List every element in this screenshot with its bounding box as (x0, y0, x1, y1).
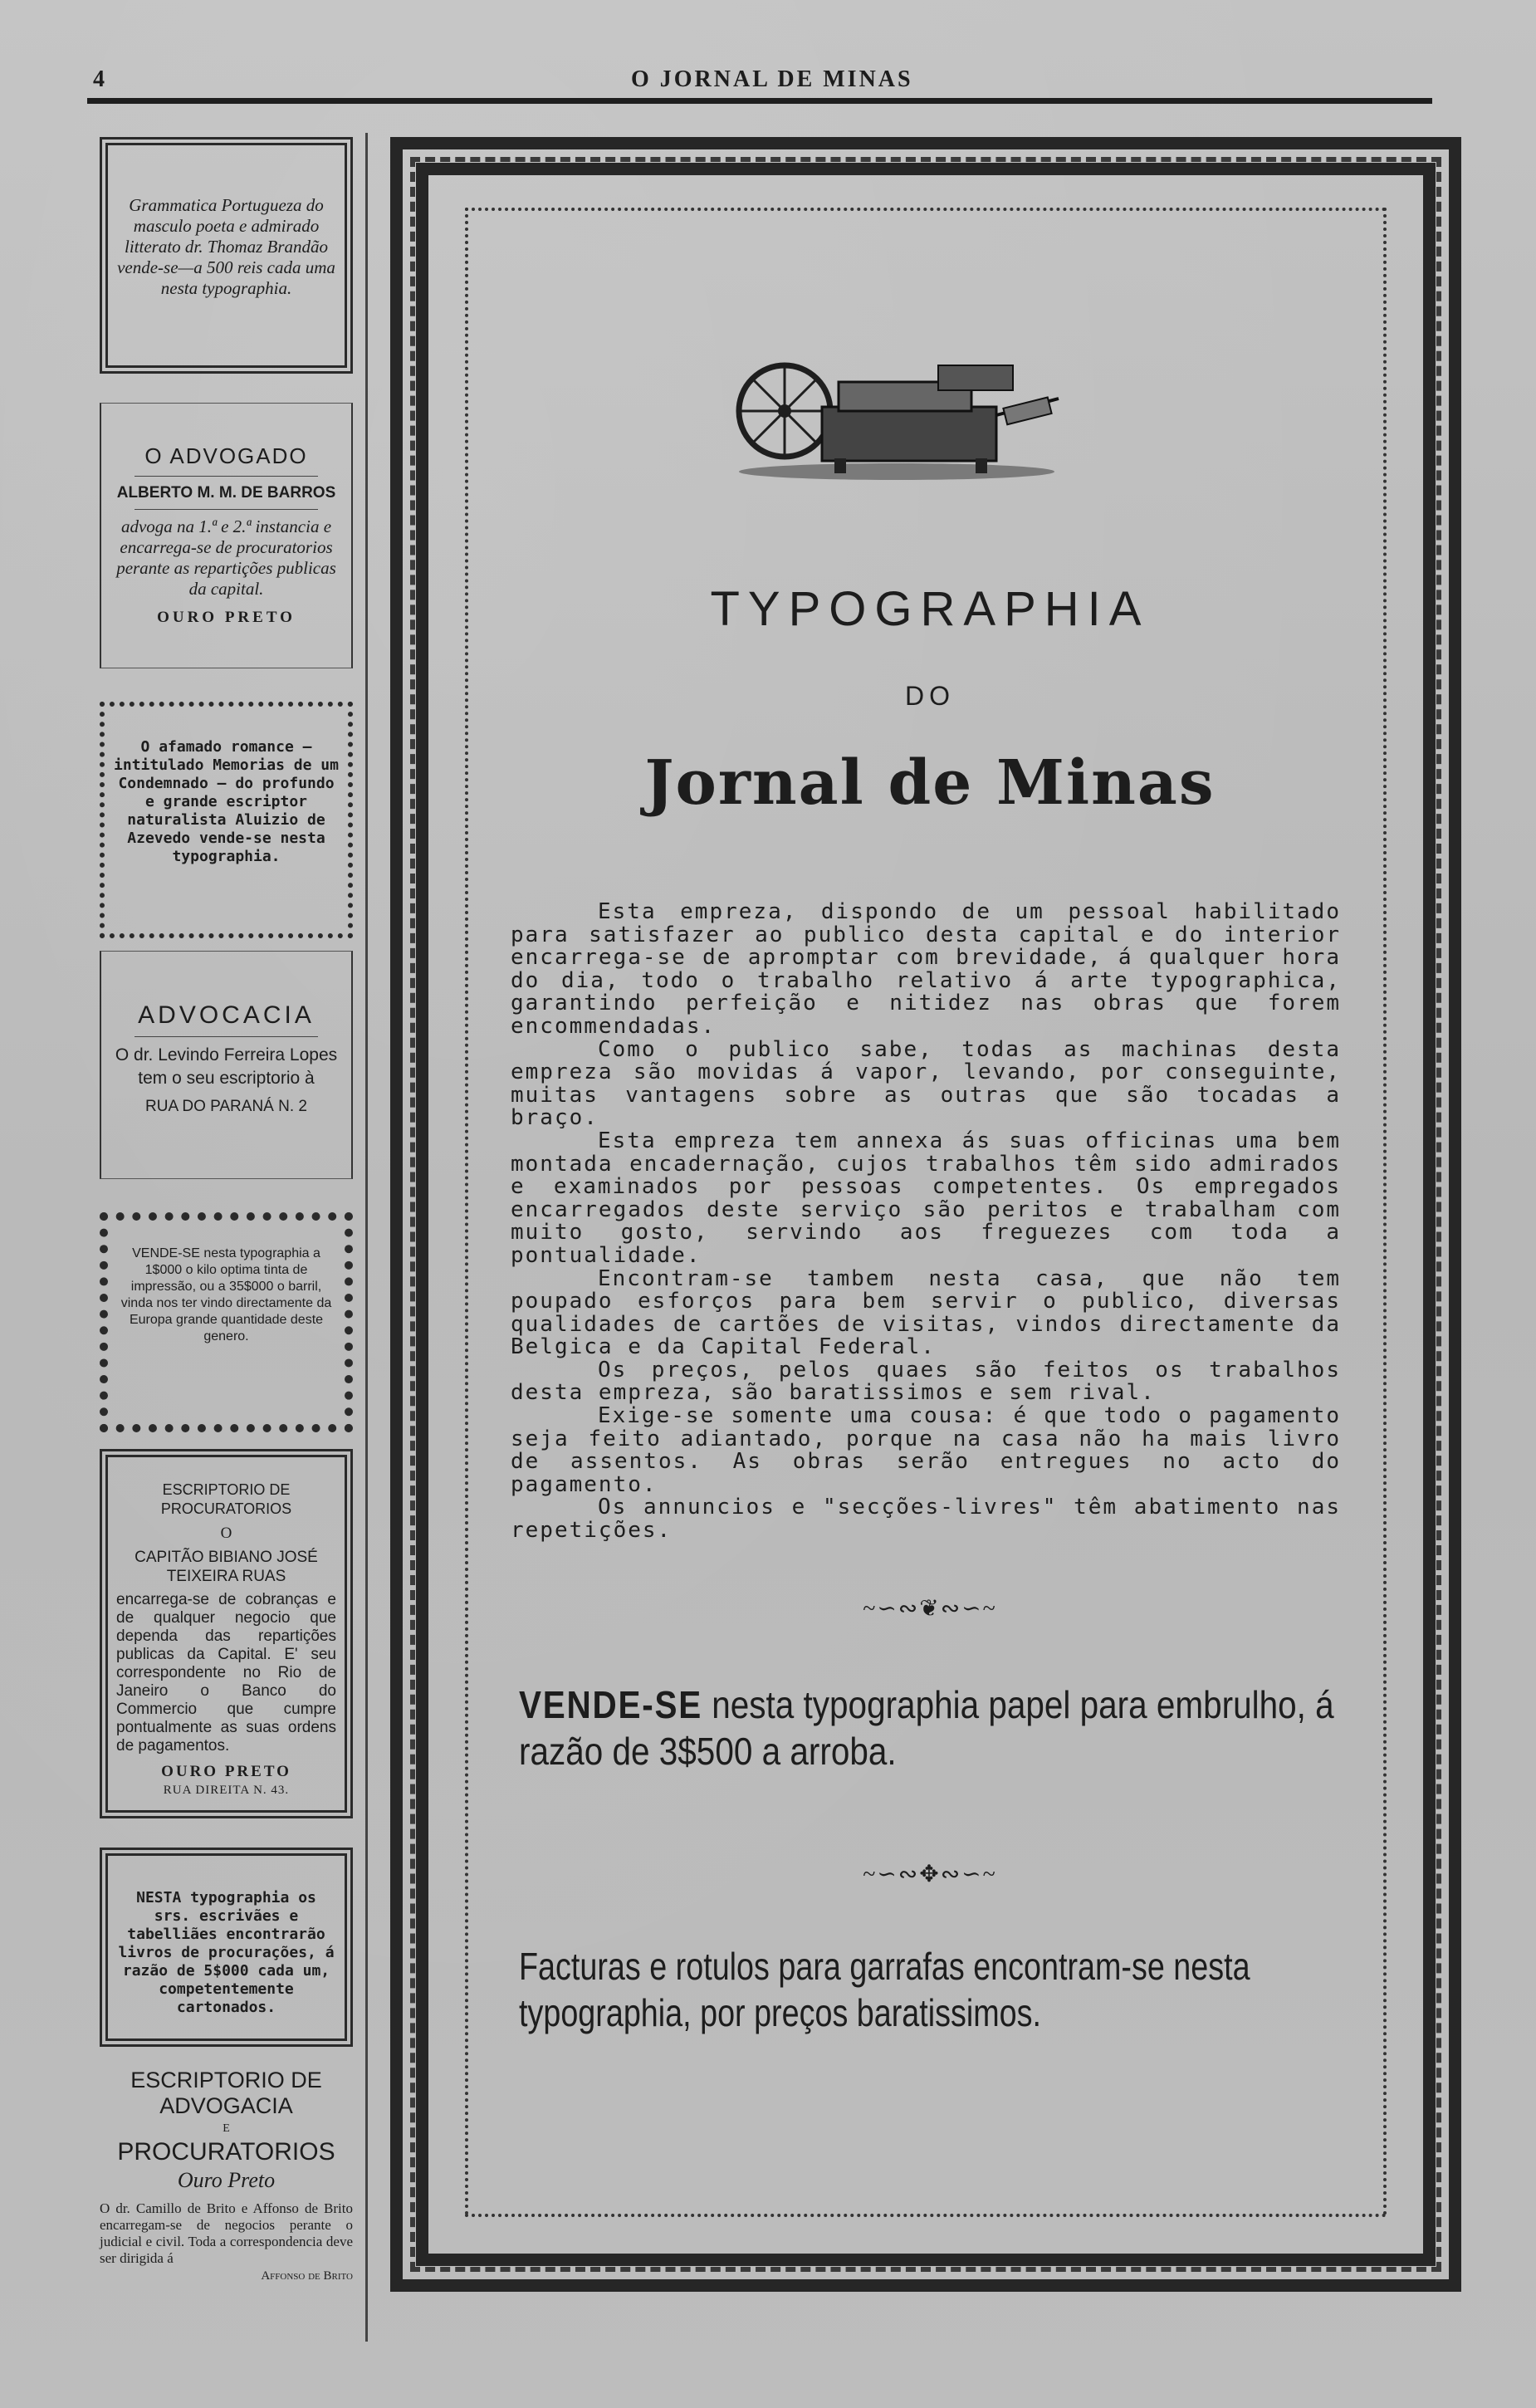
ad-advogado-text: advoga na 1.ª e 2.ª instancia e encarrega-se de procuratorios perante as repartições publicas da capital. (116, 516, 336, 599)
body-paragraph: Os annuncios e "secções-livres" têm abatimento nas repetições. (511, 1495, 1341, 1544)
ad-procuratorios (100, 1449, 353, 1818)
ad-procuratorios-title: ESCRIPTORIO DE PROCURATORIOS (160, 1481, 292, 1517)
facturas-ad: Facturas e rotulos para garrafas encontram-se nesta typographia, por preços baratissimos. (519, 1945, 1250, 2034)
page-number: 4 (93, 66, 105, 92)
ad-escriptorio-signature: Affonso de Brito (261, 2269, 353, 2283)
vende-se-lead: VENDE-SE (519, 1683, 703, 1726)
masthead: O JORNAL DE MINAS (631, 66, 913, 92)
ad-advogado-title: O ADVOGADO (144, 443, 308, 468)
ad-advogado (100, 403, 353, 668)
flourish-ornament-icon: ~∽∾✥∾∽~ (863, 1862, 997, 1887)
body-paragraph: Como o publico sabe, todas as machinas desta empreza são movidas á vapor, levando, por conseguinte, muitas vantagens sobre as outras que são tocadas a braço. (511, 1036, 1341, 1131)
body-paragraph: Esta empreza, dispondo de um pessoal habilitado para satisfazer ao publico desta capital e do interior encarrega-se de apromptar com brevidade, á qualquer hora do dia, todo o trabalho relativo á arte typographica, garantindo perfeição e nitidez nas obras que forem encommendadas. (511, 899, 1341, 1039)
ad-tinta (100, 1212, 353, 1432)
body-paragraph: Exige-se somente uma cousa: é que todo o pagamento seja feito adiantado, porque na casa não ha mais livro de assentos. As obras serão entregues no acto do pagamento. (511, 1403, 1341, 1497)
body-paragraph: Os preços, pelos quaes são feitos os trabalhos desta empreza, são baratissimos e sem rival. (511, 1357, 1341, 1406)
do-label: DO (905, 681, 955, 711)
divider (135, 1036, 318, 1037)
ad-procuratorios-o: O (220, 1525, 232, 1542)
divider (135, 476, 318, 477)
ad-escriptorio-text: O dr. Camillo de Brito e Affonso de Brito encarregam-se de negocios perante o judicial e civil. Toda a correspondencia deve ser dirigida á (100, 2200, 353, 2266)
ad-livros (100, 1848, 353, 2047)
ad-escriptorio-city: Ouro Preto (177, 2168, 276, 2192)
ad-escriptorio-title2: PROCURATORIOS (117, 2138, 335, 2166)
ad-advocacia (100, 951, 353, 1179)
ad-advocacia-address: RUA DO PARANÁ N. 2 (145, 1098, 307, 1115)
ad-escriptorio-title1: ESCRIPTORIO DE ADVOGACIA (130, 2068, 322, 2118)
ad-advogado-city: OURO PRETO (157, 609, 296, 626)
jornal-de-minas-title: Jornal de Minas (644, 747, 1216, 819)
ad-advocacia-text: O dr. Levindo Ferreira Lopes tem o seu escriptorio à (115, 1045, 338, 1088)
typographia-title: TYPOGRAPHIA (710, 582, 1150, 636)
ad-romance (100, 702, 353, 938)
divider (135, 509, 318, 510)
header-rule (87, 98, 1432, 104)
printing-press-icon (731, 349, 1063, 490)
ad-advocacia-title: ADVOCACIA (138, 1001, 315, 1029)
ad-grammatica (100, 137, 353, 374)
ad-procuratorios-name: CAPITÃO BIBIANO JOSÉ TEIXEIRA RUAS (135, 1549, 318, 1585)
ad-tinta-text: VENDE-SE nesta typographia a 1$000 o kilo optima tinta de impressão, ou a 35$000 o barril, vinda nos ter vindo directamente da Europa grande quantidade deste genero. (120, 1246, 332, 1343)
ad-livros-text: NESTA typographia os srs. escrivães e tabelliães encontrarão livros de procurações, á razão de 5$000 cada um, competentemente cartonados. (118, 1889, 335, 2016)
ad-advogado-name: ALBERTO M. M. DE BARROS (116, 484, 336, 502)
ad-romance-text: O afamado romance – intitulado Memorias de um Condemnado – do profundo e grande escriptor naturalista Aluizio de Azevedo vende-se nesta typographia. (114, 738, 339, 865)
body-paragraph: Esta empreza tem annexa ás suas officinas uma bem montada encadernação, cujos trabalhos têm sido admirados e examinados por pessoas competentes. Os empregados encarregados deste serviço são peritos e trabalham com muito gosto, servindo aos freguezes com toda a pontualidade. (511, 1128, 1341, 1268)
flourish-ornament-icon: ~∽∾❦∾∽~ (863, 1596, 997, 1622)
vende-se-papel-ad (519, 1681, 1341, 1774)
ad-advogacia-escriptorio (100, 2068, 353, 2333)
body-paragraph: Encontram-se tambem nesta casa, que não tem poupado esforços para bem servir o publico, diversas qualidades de cartões de visitas, vindos directamente da Belgica e da Capital Federal. (511, 1265, 1341, 1360)
ad-procuratorios-text: encarrega-se de cobranças e de qualquer negocio que dependa das repartições publicas da Capital. E' seu correspondente no Rio de Janeiro o Banco do Commercio que cumpre pontualmente as suas ordens de pagamentos. (116, 1591, 336, 1755)
ad-escriptorio-e: E (223, 2122, 230, 2135)
ad-procuratorios-address: RUA DIREITA N. 43. (163, 1784, 290, 1797)
vende-se-text: nesta typographia papel para embrulho, á razão de 3$500 a arroba. (519, 1683, 1334, 1773)
column-rule (365, 133, 368, 2342)
ad-procuratorios-city: OURO PRETO (161, 1763, 291, 1780)
ad-grammatica-text: Grammatica Portugueza do masculo poeta e admirado litterato dr. Thomaz Brandão vende-se—a 500 reis cada uma nesta typographia. (117, 195, 335, 298)
main-ad-body (511, 901, 1341, 1543)
